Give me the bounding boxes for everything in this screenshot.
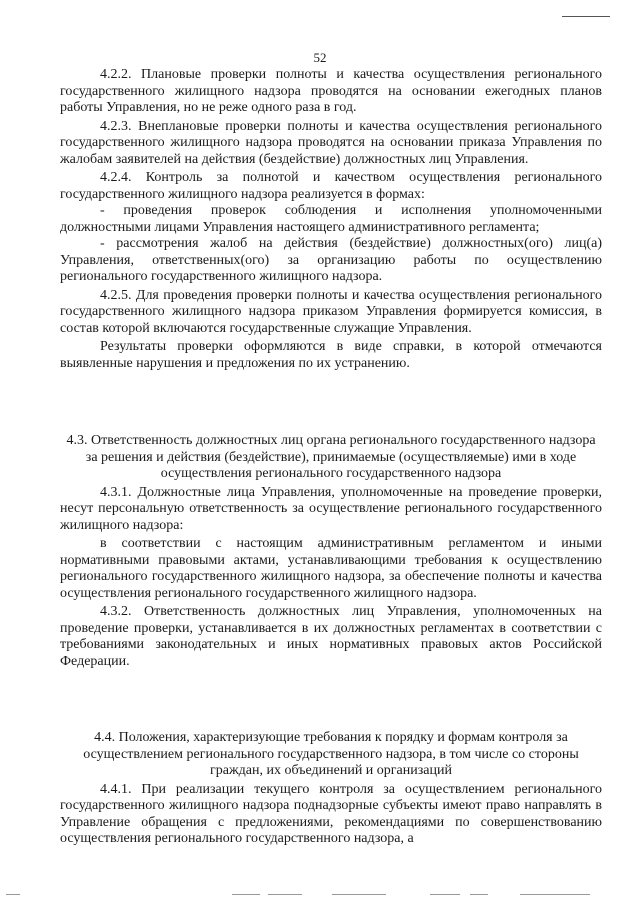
- scan-mark-top: [562, 16, 610, 17]
- paragraph-4-3-1: 4.3.1. Должностные лица Управления, уполномоченные на проведение проверки, несут персональную ответственность за осуществление регионального государственного жилищного надзора:: [60, 484, 602, 533]
- heading-4-3: 4.3. Ответственность должностных лиц органа регионального государственного надзора за решения и действия (бездействие), принимаемые (осуществляемые) ими в ходе осуществления регионального государственного надзора: [66, 433, 596, 481]
- paragraph-4-2-3: 4.2.3. Внеплановые проверки полноты и качества осуществления регионального государственного жилищного надзора проводятся на основании приказа Управления по жалобам заявителей на действия (бездействие) должностных лиц Управления.: [60, 118, 602, 167]
- paragraph-4-2-2: 4.2.2. Плановые проверки полноты и качества осуществления регионального государственного жилищного надзора проводятся на основании ежегодных планов работы Управления, но не реже одного раза в год.: [60, 67, 602, 115]
- paragraph-in-accordance: в соответствии с настоящим административным регламентом и иными нормативными правовыми актами, устанавливающими требования к осуществлению регионального государственного жилищного надзора, за обеспечение полноты и качества осуществления регионального государственного жилищного надзора.: [60, 536, 602, 601]
- section-4-2-body: [60, 67, 602, 372]
- paragraph-4-2-4: 4.2.4. Контроль за полнотой и качеством осуществления регионального государственного жилищного надзора реализуется в формах:: [60, 170, 602, 202]
- paragraph-results: Результаты проверки оформляются в виде справки, в которой отмечаются выявленные нарушения и предложения по их устранению.: [60, 339, 602, 371]
- section-4-4: [60, 730, 602, 848]
- page-number: 52: [313, 50, 327, 65]
- paragraph-4-3-2: 4.3.2. Ответственность должностных лиц Управления, уполномоченных на проведение проверки, устанавливается в их должностных регламентах в соответствии с требованиями законодательных и иных нормативных правовых актов Российской Федерации.: [60, 604, 602, 669]
- heading-4-4: 4.4. Положения, характеризующие требования к порядку и формам контроля за осуществлением регионального государственного надзора, в том числе со стороны граждан, их объединений и организаций: [83, 730, 579, 778]
- section-4-3: [60, 433, 602, 670]
- list-item-complaints: - рассмотрения жалоб на действия (бездействие) должностных(ого) лиц(а) Управления, ответственных(ого) за организацию работы по осуществлению регионального государственного жилищного надзора.: [60, 236, 602, 284]
- paragraph-4-2-5: 4.2.5. Для проведения проверки полноты и качества осуществления регионального государственного жилищного надзора приказом Управления формируется комиссия, в состав которой включаются государственные служащие Управления.: [60, 287, 602, 336]
- scan-marks-bottom: [0, 892, 640, 898]
- list-item-checks: - проведения проверок соблюдения и исполнения уполномоченными должностными лицами Управления настоящего административного регламента;: [60, 203, 602, 235]
- paragraph-4-4-1: 4.4.1. При реализации текущего контроля за осуществлением регионального государственного жилищного надзора поднадзорные субъекты имеют право направлять в Управление обращения с предложениями, рекомендациями по совершенствованию осуществления регионального государственного надзора, а: [60, 781, 602, 846]
